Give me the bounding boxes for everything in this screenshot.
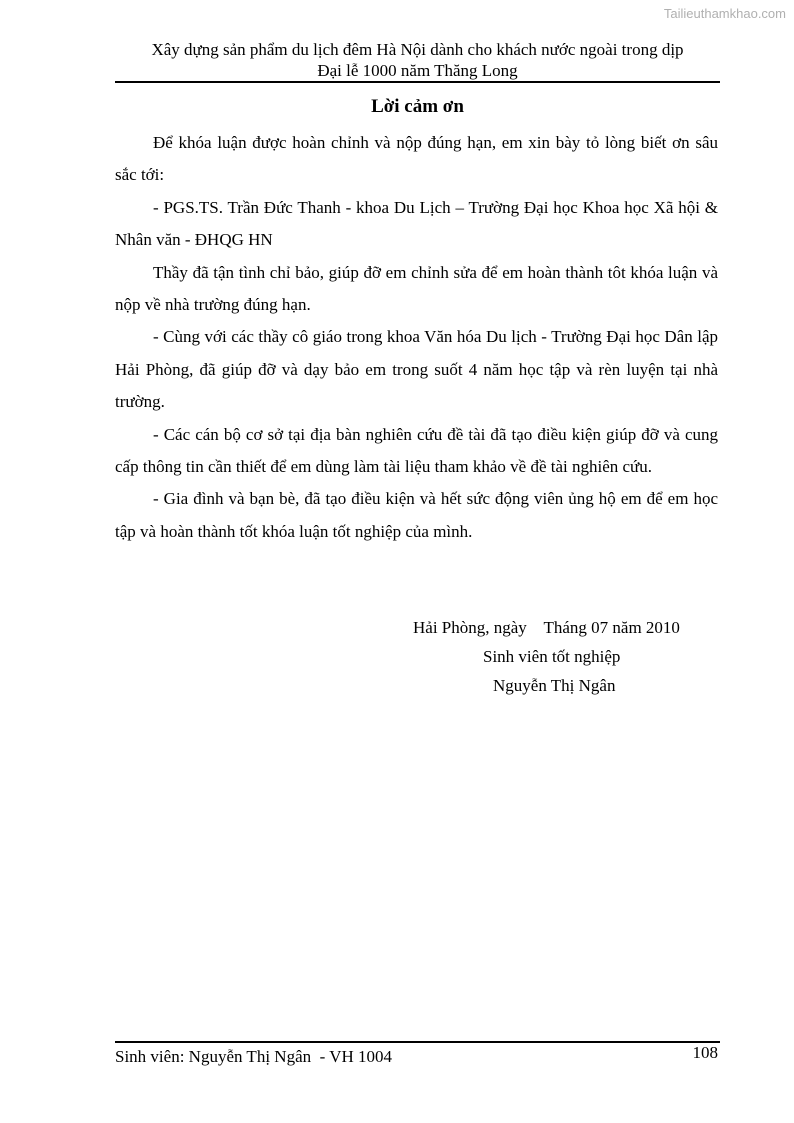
header-divider — [115, 81, 720, 83]
paragraph: - Cùng với các thầy cô giáo trong khoa Văn hóa Du lịch - Trường Đại học Dân lập Hải Phòng, đã giúp đỡ và dạy bảo em trong suốt 4 năm học tập và rèn luyện tại nhà trường. — [115, 327, 718, 412]
page-title: Lời cảm ơn — [371, 96, 464, 117]
running-header — [115, 39, 720, 81]
body-text — [115, 127, 718, 548]
paragraph: Để khóa luận được hoàn chỉnh và nộp đúng hạn, em xin bày tỏ lòng biết ơn sâu sắc tới: — [115, 133, 718, 185]
watermark: Tailieuthamkhao.com — [663, 6, 786, 21]
page-number: 108 — [692, 1043, 718, 1062]
footer-divider — [115, 1041, 720, 1043]
paragraph: - PGS.TS. Trần Đức Thanh - khoa Du Lịch – Trường Đại học Khoa học Xã hội & Nhân văn - ĐHQG HN — [115, 197, 718, 250]
paragraph: - Các cán bộ cơ sở tại địa bàn nghiên cứu đề tài đã tạo điều kiện giúp đỡ và cung cấp thông tin cần thiết để em dùng làm tài liệu tham khảo về đề tài nghiên cứu. — [115, 424, 718, 477]
signature-role: Sinh viên tốt nghiệp — [483, 647, 621, 666]
header-line-2: Đại lễ 1000 năm Thăng Long — [317, 61, 518, 80]
signature-date: Hải Phòng, ngày Tháng 07 năm 2010 — [413, 618, 680, 637]
signature-block — [340, 613, 780, 700]
paragraph: Thầy đã tận tình chỉ bảo, giúp đỡ em chỉnh sửa để em hoàn thành tôt khóa luận và nộp về nhà trường đúng hạn. — [115, 262, 718, 315]
header-line-1: Xây dựng sản phẩm du lịch đêm Hà Nội dành cho khách nước ngoài trong dịp — [151, 40, 684, 59]
paragraph: - Gia đình và bạn bè, đã tạo điều kiện và hết sức động viên ủng hộ em để em học tập và hoàn thành tốt khóa luận tốt nghiệp của mình. — [115, 489, 718, 541]
signature-name: Nguyễn Thị Ngân — [493, 676, 616, 695]
footer-student: Sinh viên: Nguyễn Thị Ngân - VH 1004 — [115, 1047, 393, 1066]
